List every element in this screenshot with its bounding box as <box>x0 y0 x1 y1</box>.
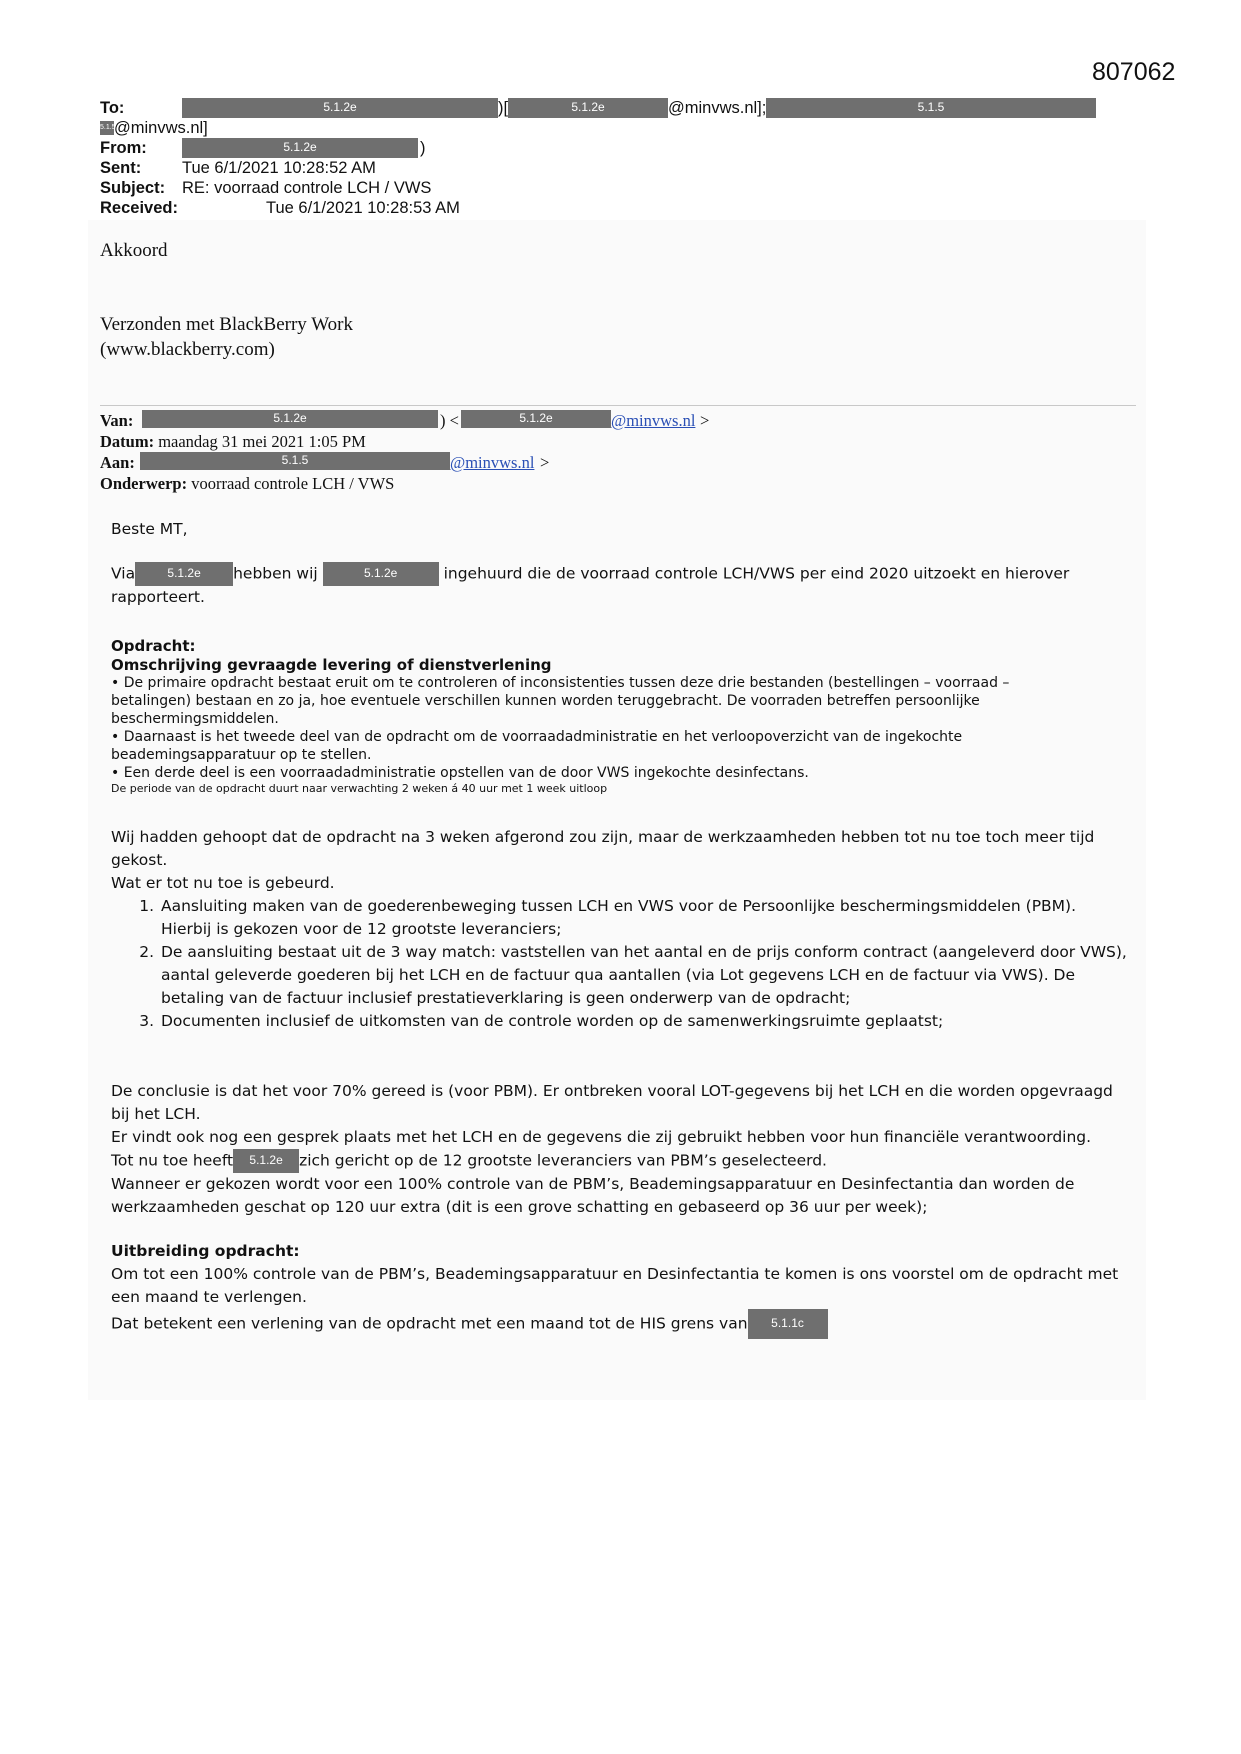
sent-value: Tue 6/1/2021 10:28:52 AM <box>182 159 376 177</box>
aan-label: Aan: <box>100 453 135 472</box>
datum-value: maandag 31 mei 2021 1:05 PM <box>158 432 366 451</box>
to-separator: )[ <box>498 99 509 117</box>
subject-value: RE: voorraad controle LCH / VWS <box>182 179 432 197</box>
redaction-box: 5.1.5 <box>766 98 1096 118</box>
forwarded-header <box>100 410 710 494</box>
omschrijving-heading: Omschrijving gevraagde levering of dienstverlening <box>111 656 552 674</box>
aan-row <box>100 452 550 473</box>
uitbreiding-section <box>111 1240 1131 1339</box>
paragraph-progress <box>111 826 1131 1033</box>
greeting: Beste MT, <box>111 520 188 538</box>
redaction-box: 5.1.2e <box>135 562 233 586</box>
estimate-text: Wanneer er gekozen wordt voor een 100% controle van de PBM’s, Beademingsapparatuur en Desinfectantia dan worden de werkzaamheden geschat op 120 uur extra (dit is een grove schatting en gebaseerd op 36 uur per week); <box>111 1175 1075 1216</box>
bullet-3: • Een derde deel is een voorraadadministratie opstellen van de door VWS ingekochte desinfectans. <box>111 765 809 781</box>
progress-heading: Wat er tot nu toe is gebeurd. <box>111 874 335 892</box>
van-end: > <box>700 411 710 430</box>
periode-text: De periode van de opdracht duurt naar verwachting 2 weken á 40 uur met 1 week uitloop <box>111 782 608 795</box>
signature-line-1: Verzonden met BlackBerry Work <box>100 314 353 335</box>
redaction-box: 5.1.2e <box>508 98 668 118</box>
email-body-background <box>88 220 1146 1400</box>
van-email-link[interactable]: @minvws.nl <box>611 411 696 430</box>
redaction-box: 5.1.2e <box>142 410 438 428</box>
van-mid: ) < <box>440 411 459 430</box>
onderwerp-value: voorraad controle LCH / VWS <box>191 474 395 493</box>
redaction-box: 5.1.2e <box>182 98 498 118</box>
paragraph-conclusion <box>111 1080 1131 1219</box>
sent-label: Sent: <box>100 159 142 177</box>
list-item: 3. Documenten inclusief de uitkomsten van de controle worden op de samenwerkingsruimte geplaatst; <box>159 1010 1131 1033</box>
redaction-box: 5.1.2e <box>461 410 611 428</box>
aan-end: > <box>540 453 550 472</box>
uitbreiding-text: Om tot een 100% controle van de PBM’s, Beademingsapparatuur en Desinfectantia te komen is ons voorstel om de opdracht met een maand te verlengen. <box>111 1265 1119 1306</box>
van-row <box>100 410 710 431</box>
selection-line <box>111 1149 1131 1173</box>
opdracht-heading: Opdracht: <box>111 637 196 655</box>
to-domain: @minvws.nl]; <box>668 99 767 117</box>
progress-text: Wij hadden gehoopt dat de opdracht na 3 weken afgerond zou zijn, maar de werkzaamheden hebben tot nu toe toch meer tijd gekost. <box>111 828 1095 869</box>
gesprek-text: Er vindt ook nog een gesprek plaats met het LCH en de gegevens die zij gebruikt hebben voor hun financiële verantwoording. <box>111 1128 1092 1146</box>
redaction-box: 5.1.2e <box>233 1149 299 1173</box>
bullet-2: • Daarnaast is het tweede deel van de opdracht om de voorraadadministratie en het verloopoverzicht van de ingekochte beademingsapparatuur op te stellen. <box>111 729 963 763</box>
received-row <box>100 198 1120 218</box>
reply-text: Akkoord <box>100 240 168 261</box>
datum-label: Datum: <box>100 432 155 451</box>
intro-text-d: rapporteert. <box>111 588 205 606</box>
his-text: Dat betekent een verlening van de opdracht met een maand tot de HIS grens van <box>111 1314 748 1333</box>
progress-list <box>111 895 1131 1033</box>
opdracht-section <box>111 636 1081 796</box>
datum-row <box>100 431 394 452</box>
signature <box>100 312 353 362</box>
email-header <box>100 98 1120 218</box>
bullet-1: • De primaire opdracht bestaat eruit om te controleren of inconsistenties tussen deze drie bestanden (bestellingen – voorraad – betalingen) bestaan en zo ja, hoe eventuele verschillen kunnen worden teruggebracht. De voorraden betreffen persoonlijke beschermingsmiddelen. <box>111 675 1010 727</box>
redaction-box: 5.1.5 <box>140 452 450 470</box>
redaction-box: 5.1.1c <box>748 1309 828 1339</box>
sent-row <box>100 158 1120 178</box>
from-close: ) <box>420 139 426 157</box>
separator-line <box>100 405 1136 406</box>
selection-text-b: zich gericht op de 12 grootste leveranciers van PBM’s geselecteerd. <box>299 1151 827 1170</box>
subject-label: Subject: <box>100 179 166 197</box>
document-number: 807062 <box>1092 58 1176 86</box>
onderwerp-label: Onderwerp: <box>100 474 188 493</box>
list-item: 2. De aansluiting bestaat uit de 3 way match: vaststellen van het aantal en de prijs conform contract (aangeleverd door VWS), aantal geleverde goederen bij het LCH en de factuur qua aantallen (via Lot gegevens LCH en de factuur via VWS). De betaling van de factuur inclusief prestatieverklaring is geen onderwerp van de opdracht; <box>159 941 1131 1010</box>
aan-email-link[interactable]: @minvws.nl <box>450 453 535 472</box>
redaction-box: 5.1.5 <box>100 121 114 135</box>
from-row <box>100 138 1120 158</box>
paragraph-intro <box>111 562 1131 609</box>
to-label: To: <box>100 99 125 117</box>
subject-row <box>100 178 1120 198</box>
intro-text-c: ingehuurd die de voorraad controle LCH/VWS per eind 2020 uitzoekt en hierover <box>443 564 1070 583</box>
to-domain-2: @minvws.nl] <box>114 119 208 137</box>
redaction-box: 5.1.2e <box>323 562 439 586</box>
list-item: 1. Aansluiting maken van de goederenbeweging tussen LCH en VWS voor de Persoonlijke beschermingsmiddelen (PBM). Hierbij is gekozen voor de 12 grootste leveranciers; <box>159 895 1131 941</box>
intro-text-b: hebben wij <box>233 564 318 583</box>
received-value: Tue 6/1/2021 10:28:53 AM <box>266 199 460 217</box>
to-row <box>100 98 1120 118</box>
van-label: Van: <box>100 411 134 430</box>
conclusion-text: De conclusie is dat het voor 70% gereed is (voor PBM). Er ontbreken vooral LOT-gegevens bij het LCH en die worden opgevraagd bij het LCH. <box>111 1082 1113 1123</box>
received-label: Received: <box>100 199 178 217</box>
his-line <box>111 1309 1131 1339</box>
selection-text-a: Tot nu toe heeft <box>111 1151 234 1170</box>
uitbreiding-heading: Uitbreiding opdracht: <box>111 1242 300 1260</box>
signature-line-2: (www.blackberry.com) <box>100 339 275 360</box>
to-row-2 <box>100 118 1120 138</box>
onderwerp-row <box>100 473 394 494</box>
from-label: From: <box>100 139 147 157</box>
intro-text-a: Via <box>111 564 136 583</box>
redaction-box: 5.1.2e <box>182 138 418 158</box>
